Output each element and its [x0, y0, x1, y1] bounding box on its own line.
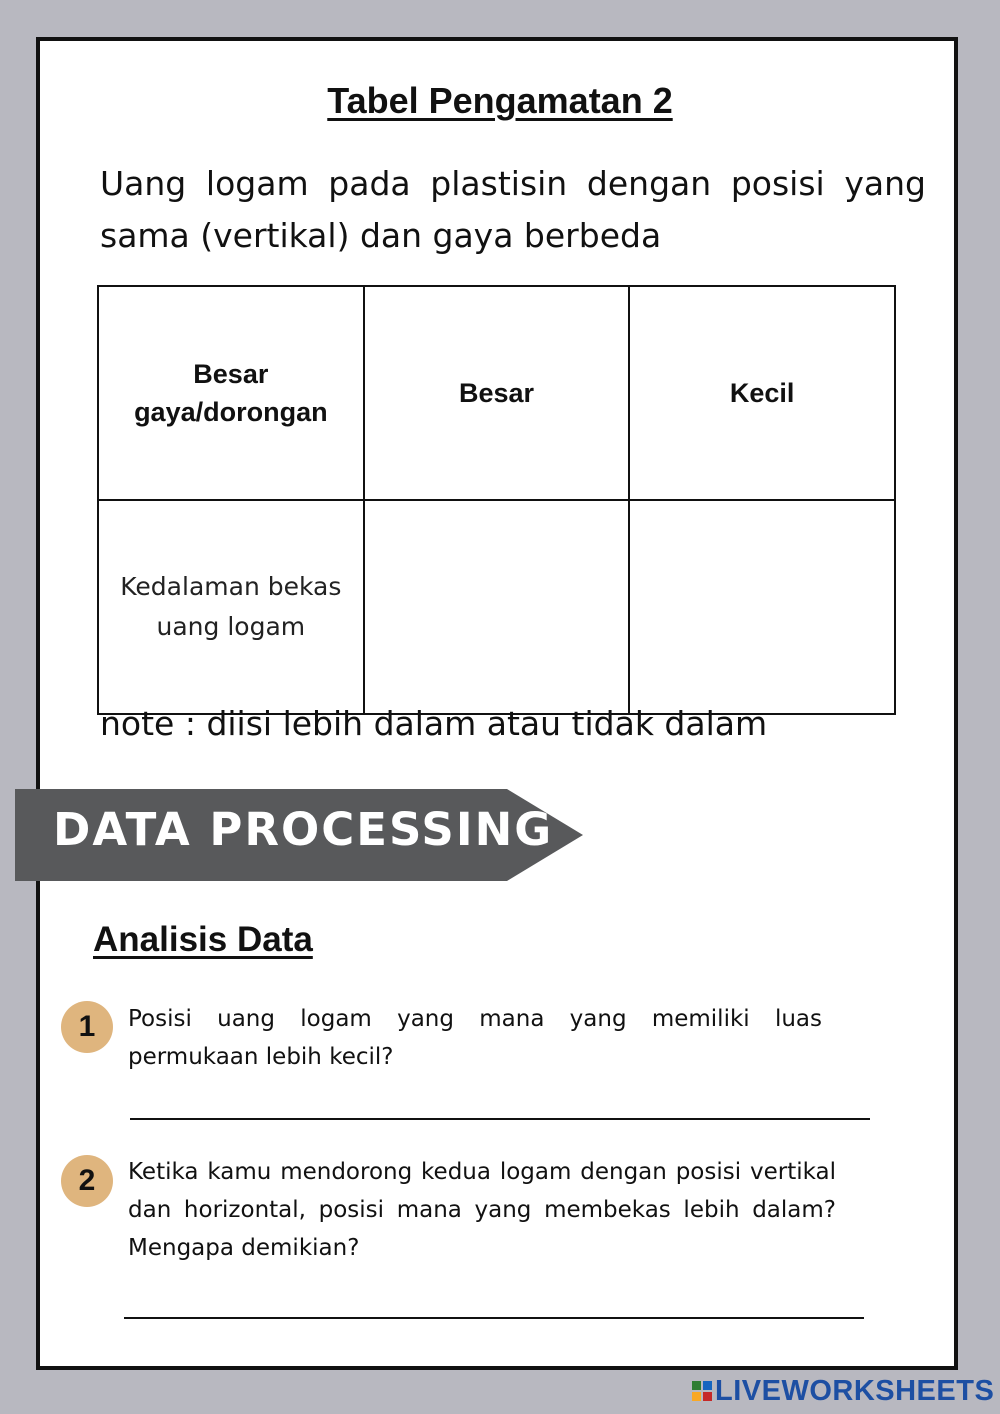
table-row: [98, 500, 895, 714]
analysis-heading: Analisis Data: [93, 920, 313, 959]
table-header-row: [98, 286, 895, 500]
header-cell-small: [629, 286, 895, 500]
row-label-cell: [98, 500, 364, 714]
question-number-badge: 2: [61, 1155, 113, 1207]
question-text: Ketika kamu mendorong kedua logam dengan posisi vertikal dan horizontal, posisi mana yang membekas lebih dalam? Mengapa demikian?: [128, 1159, 836, 1261]
answer-line[interactable]: [124, 1317, 864, 1319]
header-cell-force: [98, 286, 364, 500]
answer-cell-small[interactable]: [629, 500, 895, 714]
logo-icon: [692, 1381, 712, 1401]
page-title: Tabel Pengamatan 2: [327, 80, 673, 121]
question-text: Posisi uang logam yang mana yang memiliki luas permukaan lebih kecil?: [128, 1006, 822, 1070]
observation-description: Uang logam pada plastisin dengan posisi yang sama (vertikal) dan gaya berbeda: [100, 164, 926, 255]
header-small-label: Kecil: [729, 378, 795, 408]
answer-cell-large[interactable]: [364, 500, 630, 714]
question-number-badge: 1: [61, 1001, 113, 1053]
answer-line[interactable]: [130, 1118, 870, 1120]
banner-title: DATA PROCESSING: [53, 803, 554, 856]
row-label: Kedalaman bekas uang logam: [120, 572, 342, 641]
table-note: note : diisi lebih dalam atau tidak dalam: [100, 704, 768, 743]
header-force-label: Besar gaya/dorongan: [134, 359, 328, 427]
header-large-label: Besar: [458, 378, 535, 408]
logo-text: LIVEWORKSHEETS: [715, 1374, 995, 1407]
liveworksheets-logo: [692, 1376, 994, 1406]
header-cell-large: [364, 286, 630, 500]
section-banner: [15, 789, 583, 881]
observation-table: [97, 285, 896, 715]
